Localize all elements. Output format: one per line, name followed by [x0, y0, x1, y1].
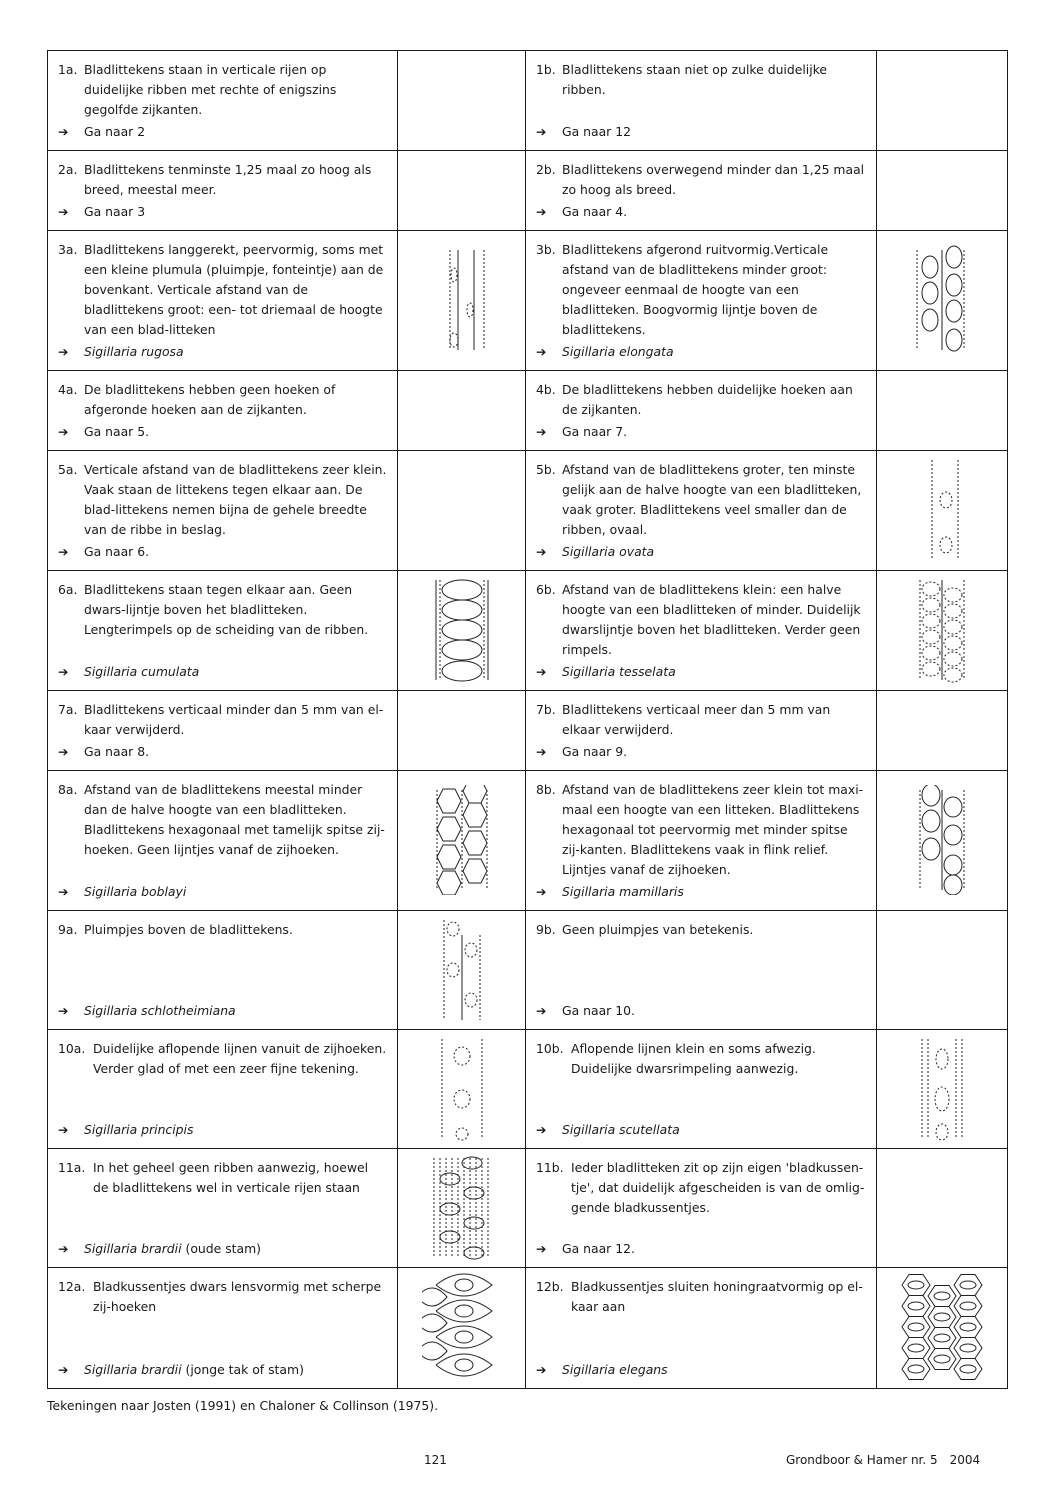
figure-cell-4b: [877, 371, 1008, 451]
figure-cell-6a: [398, 571, 526, 691]
species-label: [84, 1120, 193, 1140]
key-cell-3a: [48, 231, 398, 371]
go-to-link[interactable]: [58, 542, 387, 562]
couplet-description: Bladkussentjes sluiten honingraatvormig op el-kaar aan: [571, 1279, 863, 1314]
arrow-right-icon: ➔: [536, 744, 547, 759]
species-name: Sigillaria ovata: [562, 544, 655, 559]
figure-cell-5a: [398, 451, 526, 571]
species-label: [84, 342, 184, 362]
mamillaris-leaf-scar-drawing: [902, 785, 982, 895]
figure-cell-4a: [398, 371, 526, 451]
cell-spacer: [58, 1317, 387, 1360]
figure-cell-9b: [877, 911, 1008, 1030]
figure-cell-7b: [877, 691, 1008, 771]
scutellata-leaf-scar-drawing: [902, 1034, 982, 1144]
cell-spacer: [536, 1317, 866, 1360]
species-result: [536, 882, 866, 902]
species-result: [536, 1360, 866, 1380]
figure-cell-8b: [877, 771, 1008, 911]
couplet-number: 7b.: [536, 702, 556, 717]
couplet-number: 5a.: [58, 462, 78, 477]
key-cell-10b: [526, 1030, 877, 1149]
species-result: [58, 1120, 387, 1140]
species-note: (jonge tak of stam): [185, 1362, 304, 1377]
couplet-number: 11a.: [58, 1160, 86, 1175]
brardii-old-leaf-scar-drawing: [422, 1153, 502, 1263]
go-to-label[interactable]: Ga naar 12.: [562, 1241, 635, 1256]
couplet-description: Pluimpjes boven de bladlittekens.: [84, 922, 293, 937]
go-to-label[interactable]: Ga naar 2: [84, 124, 146, 139]
couplet-description: Afstand van de bladlittekens klein: een halve hoogte van een bladlitteken of minder. Duidelijk dwarslijntje boven het bladlitteken. Verder geen rimpels.: [562, 582, 861, 657]
cell-spacer: [536, 940, 866, 1001]
key-cell-2b: [526, 151, 877, 231]
figure-cell-11b: [877, 1149, 1008, 1268]
figure-cell-9a: [398, 911, 526, 1030]
key-cell-11a: [48, 1149, 398, 1268]
go-to-label[interactable]: Ga naar 5.: [84, 424, 150, 439]
key-row: [48, 371, 1008, 451]
couplet-number: 9a.: [58, 922, 78, 937]
species-label: [562, 342, 674, 362]
cell-spacer: [58, 940, 387, 1001]
go-to-link[interactable]: [536, 1239, 866, 1259]
cell-spacer: [58, 1079, 387, 1120]
species-result: [58, 662, 387, 682]
key-cell-10a: [48, 1030, 398, 1149]
arrow-right-icon: ➔: [536, 1003, 547, 1018]
arrow-right-icon: ➔: [536, 424, 547, 439]
key-cell-6b: [526, 571, 877, 691]
key-cell-12b: [526, 1268, 877, 1389]
arrow-right-icon: ➔: [58, 1003, 69, 1018]
arrow-right-icon: ➔: [58, 124, 69, 139]
arrow-right-icon: ➔: [58, 884, 69, 899]
species-name: Sigillaria boblayi: [84, 884, 187, 899]
rugosa-leaf-scar-drawing: [422, 245, 502, 355]
species-name: Sigillaria schlotheimiana: [84, 1003, 236, 1018]
go-to-label[interactable]: Ga naar 4.: [562, 204, 628, 219]
couplet-description: Bladlittekens staan in verticale rijen op duidelijke ribben met rechte of enigszins gegolfde zijkanten.: [84, 62, 337, 117]
key-cell-5a: [48, 451, 398, 571]
arrow-right-icon: ➔: [536, 124, 547, 139]
ovata-leaf-scar-drawing: [902, 455, 982, 565]
couplet-number: 1a.: [58, 62, 78, 77]
arrow-right-icon: ➔: [536, 1362, 547, 1377]
page-number: 121: [424, 1453, 447, 1467]
figure-cell-2a: [398, 151, 526, 231]
arrow-right-icon: ➔: [536, 204, 547, 219]
couplet-number: 10b.: [536, 1041, 564, 1056]
couplet-number: 9b.: [536, 922, 556, 937]
species-name: Sigillaria scutellata: [562, 1122, 680, 1137]
tesselata-leaf-scar-drawing: [902, 575, 982, 685]
species-label: [84, 1360, 304, 1380]
go-to-label[interactable]: Ga naar 12: [562, 124, 631, 139]
species-name: Sigillaria brardii: [84, 1241, 182, 1256]
couplet-number: 7a.: [58, 702, 78, 717]
key-cell-3b: [526, 231, 877, 371]
species-name: Sigillaria elongata: [562, 344, 674, 359]
species-result: [536, 542, 866, 562]
couplet-description: Bladlittekens verticaal meer dan 5 mm van elkaar verwijderd.: [562, 702, 831, 737]
couplet-number: 6a.: [58, 582, 78, 597]
couplet-description: Ieder bladlitteken zit op zijn eigen 'bladkussen-tje', dat duidelijk afgescheiden is van de omlig-gende bladkussentjes.: [571, 1160, 865, 1215]
figure-cell-10b: [877, 1030, 1008, 1149]
key-row: [48, 231, 1008, 371]
key-cell-9a: [48, 911, 398, 1030]
couplet-description: Afstand van de bladlittekens groter, ten minste gelijk aan de halve hoogte van een bladlitteken, vaak groter. Bladlittekens veel smaller dan de ribben, ovaal.: [562, 462, 862, 537]
key-cell-1b: [526, 51, 877, 151]
go-to-link[interactable]: [536, 202, 866, 222]
species-result: [58, 1360, 387, 1380]
couplet-number: 8a.: [58, 782, 78, 797]
species-name: Sigillaria principis: [84, 1122, 194, 1137]
species-result: [536, 342, 866, 362]
figure-cell-5b: [877, 451, 1008, 571]
key-cell-11b: [526, 1149, 877, 1268]
key-row: [48, 151, 1008, 231]
couplet-description: Bladlittekens langgerekt, peervormig, soms met een kleine plumula (pluimpje, fonteintje) aan de bovenkant. Verticale afstand van de bladlittekens groot: een- tot driemaal de hoogte van een blad-litteken: [84, 242, 384, 337]
key-cell-7b: [526, 691, 877, 771]
couplet-description: Bladlittekens staan niet op zulke duidelijke ribben.: [562, 62, 828, 97]
go-to-link[interactable]: [58, 742, 387, 762]
cumulata-leaf-scar-drawing: [422, 575, 502, 685]
couplet-description: Bladlittekens staan tegen elkaar aan. Geen dwars-lijntje boven het bladlitteken. Lengterimpels op de scheiding van de ribben.: [84, 582, 369, 637]
key-row: [48, 691, 1008, 771]
journal-name: Grondboor & Hamer nr. 5: [786, 1453, 938, 1467]
go-to-label[interactable]: Ga naar 9.: [562, 744, 628, 759]
couplet-description: Bladlittekens afgerond ruitvormig.Verticale afstand van de bladlittekens minder groot: ongeveer eenmaal de hoogte van een bladlitteken. Boogvormig lijntje boven de bladlittekens.: [562, 242, 829, 337]
couplet-description: In het geheel geen ribben aanwezig, hoewel de bladlittekens wel in verticale rijen staan: [93, 1160, 369, 1195]
cell-spacer: [58, 640, 387, 662]
species-label: [84, 662, 199, 682]
page: [47, 50, 1007, 1493]
arrow-right-icon: ➔: [536, 664, 547, 679]
species-label: [84, 1239, 261, 1259]
key-cell-4a: [48, 371, 398, 451]
couplet-number: 8b.: [536, 782, 556, 797]
arrow-right-icon: ➔: [58, 544, 69, 559]
brardii-young-leaf-scar-drawing: [422, 1273, 502, 1383]
couplet-description: De bladlittekens hebben geen hoeken of afgeronde hoeken aan de zijkanten.: [84, 382, 336, 417]
figure-caption: Tekeningen naar Josten (1991) en Chaloner & Collinson (1975).: [47, 1398, 439, 1413]
arrow-right-icon: ➔: [536, 544, 547, 559]
species-label: [562, 1120, 680, 1140]
couplet-number: 4a.: [58, 382, 78, 397]
couplet-number: 10a.: [58, 1041, 86, 1056]
key-row: [48, 911, 1008, 1030]
key-cell-8b: [526, 771, 877, 911]
couplet-description: Duidelijke aflopende lijnen vanuit de zijhoeken. Verder glad of met een zeer fijne tekening.: [93, 1041, 387, 1076]
key-cell-4b: [526, 371, 877, 451]
couplet-description: Aflopende lijnen klein en soms afwezig. Duidelijke dwarsrimpeling aanwezig.: [571, 1041, 816, 1076]
go-to-link[interactable]: [536, 1001, 866, 1021]
key-row: [48, 1268, 1008, 1389]
species-label: [562, 542, 654, 562]
couplet-number: 2a.: [58, 162, 78, 177]
arrow-right-icon: ➔: [58, 424, 69, 439]
arrow-right-icon: ➔: [58, 1241, 69, 1256]
species-result: [58, 342, 387, 362]
go-to-label[interactable]: Ga naar 7.: [562, 424, 628, 439]
go-to-link[interactable]: [536, 122, 866, 142]
key-row: [48, 1149, 1008, 1268]
couplet-description: De bladlittekens hebben duidelijke hoeken aan de zijkanten.: [562, 382, 853, 417]
couplet-number: 11b.: [536, 1160, 564, 1175]
couplet-number: 12b.: [536, 1279, 564, 1294]
arrow-right-icon: ➔: [58, 344, 69, 359]
species-name: Sigillaria cumulata: [84, 664, 200, 679]
couplet-number: 12a.: [58, 1279, 86, 1294]
key-row: [48, 571, 1008, 691]
elegans-leaf-scar-drawing: [887, 1273, 997, 1383]
key-cell-5b: [526, 451, 877, 571]
species-label: [562, 882, 684, 902]
couplet-number: 3a.: [58, 242, 78, 257]
key-cell-9b: [526, 911, 877, 1030]
go-to-link[interactable]: [58, 202, 387, 222]
figure-cell-6b: [877, 571, 1008, 691]
go-to-link[interactable]: [58, 122, 387, 142]
go-to-label[interactable]: Ga naar 8.: [84, 744, 150, 759]
key-cell-1a: [48, 51, 398, 151]
arrow-right-icon: ➔: [536, 1241, 547, 1256]
go-to-link[interactable]: [536, 422, 866, 442]
species-result: [58, 882, 387, 902]
couplet-description: Verticale afstand van de bladlittekens zeer klein. Vaak staan de littekens tegen elkaar aan. De blad-littekens nemen bijna de gehele breedte van de ribbe in beslag.: [84, 462, 387, 537]
couplet-description: Geen pluimpjes van betekenis.: [562, 922, 754, 937]
cell-spacer: [58, 1198, 387, 1239]
species-name: Sigillaria mamillaris: [562, 884, 684, 899]
figure-cell-10a: [398, 1030, 526, 1149]
couplet-number: 5b.: [536, 462, 556, 477]
cell-spacer: [536, 1218, 866, 1239]
go-to-label[interactable]: Ga naar 6.: [84, 544, 150, 559]
couplet-description: Bladlittekens verticaal minder dan 5 mm van el-kaar verwijderd.: [84, 702, 384, 737]
schlotheimiana-leaf-scar-drawing: [422, 915, 502, 1025]
elongata-leaf-scar-drawing: [902, 245, 982, 355]
go-to-label[interactable]: Ga naar 3: [84, 204, 146, 219]
cell-spacer: [536, 100, 866, 122]
key-cell-7a: [48, 691, 398, 771]
couplet-number: 2b.: [536, 162, 556, 177]
couplet-description: Bladkussentjes dwars lensvormig met scherpe zij-hoeken: [93, 1279, 382, 1314]
key-row: [48, 51, 1008, 151]
arrow-right-icon: ➔: [536, 344, 547, 359]
species-label: [562, 1360, 668, 1380]
key-cell-12a: [48, 1268, 398, 1389]
species-result: [536, 1120, 866, 1140]
go-to-link[interactable]: [58, 422, 387, 442]
cell-spacer: [536, 1079, 866, 1120]
determination-key-table: [47, 50, 1008, 1389]
figure-cell-11a: [398, 1149, 526, 1268]
principis-leaf-scar-drawing: [422, 1034, 502, 1144]
key-row: [48, 451, 1008, 571]
figure-cell-2b: [877, 151, 1008, 231]
species-label: [84, 1001, 236, 1021]
arrow-right-icon: ➔: [58, 664, 69, 679]
figure-cell-1a: [398, 51, 526, 151]
species-name: Sigillaria rugosa: [84, 344, 184, 359]
couplet-description: Bladlittekens tenminste 1,25 maal zo hoog als breed, meestal meer.: [84, 162, 372, 197]
figure-cell-7a: [398, 691, 526, 771]
couplet-number: 6b.: [536, 582, 556, 597]
couplet-number: 4b.: [536, 382, 556, 397]
species-name: Sigillaria elegans: [562, 1362, 668, 1377]
journal-year: 2004: [949, 1453, 981, 1467]
arrow-right-icon: ➔: [58, 204, 69, 219]
species-result: [536, 662, 866, 682]
species-label: [84, 882, 186, 902]
arrow-right-icon: ➔: [58, 1122, 69, 1137]
page-footer: [47, 1453, 1007, 1493]
arrow-right-icon: ➔: [536, 884, 547, 899]
figure-cell-3a: [398, 231, 526, 371]
cell-spacer: [58, 860, 387, 882]
key-cell-6a: [48, 571, 398, 691]
species-result: [58, 1001, 387, 1021]
arrow-right-icon: ➔: [58, 744, 69, 759]
key-cell-2a: [48, 151, 398, 231]
species-label: [562, 662, 676, 682]
key-row: [48, 1030, 1008, 1149]
species-result: [58, 1239, 387, 1259]
go-to-link[interactable]: [536, 742, 866, 762]
couplet-number: 1b.: [536, 62, 556, 77]
species-note: (oude stam): [185, 1241, 262, 1256]
species-name: Sigillaria brardii: [84, 1362, 182, 1377]
arrow-right-icon: ➔: [536, 1122, 547, 1137]
go-to-label[interactable]: Ga naar 10.: [562, 1003, 635, 1018]
key-cell-8a: [48, 771, 398, 911]
figure-cell-12b: [877, 1268, 1008, 1389]
species-name: Sigillaria tesselata: [562, 664, 676, 679]
figure-cell-8a: [398, 771, 526, 911]
couplet-description: Afstand van de bladlittekens zeer klein tot maxi-maal een hoogte van een litteken. Bladlittekens hexagonaal tot peervormig met minder spitse zij-kanten. Bladlittekens vaak in flink relief. Lijntjes vanaf de zijhoeken.: [562, 782, 864, 877]
couplet-description: Afstand van de bladlittekens meestal minder dan de halve hoogte van een bladlitteken. Bladlittekens hexagonaal met tamelijk spitse zij-hoeken. Geen lijntjes vanaf de zijhoeken.: [84, 782, 385, 857]
figure-cell-3b: [877, 231, 1008, 371]
couplet-description: Bladlittekens overwegend minder dan 1,25 maal zo hoog als breed.: [562, 162, 865, 197]
figure-cell-12a: [398, 1268, 526, 1389]
arrow-right-icon: ➔: [58, 1362, 69, 1377]
figure-cell-1b: [877, 51, 1008, 151]
key-row: [48, 771, 1008, 911]
journal-footer: [786, 1453, 980, 1467]
boblayi-leaf-scar-drawing: [422, 785, 502, 895]
couplet-number: 3b.: [536, 242, 556, 257]
